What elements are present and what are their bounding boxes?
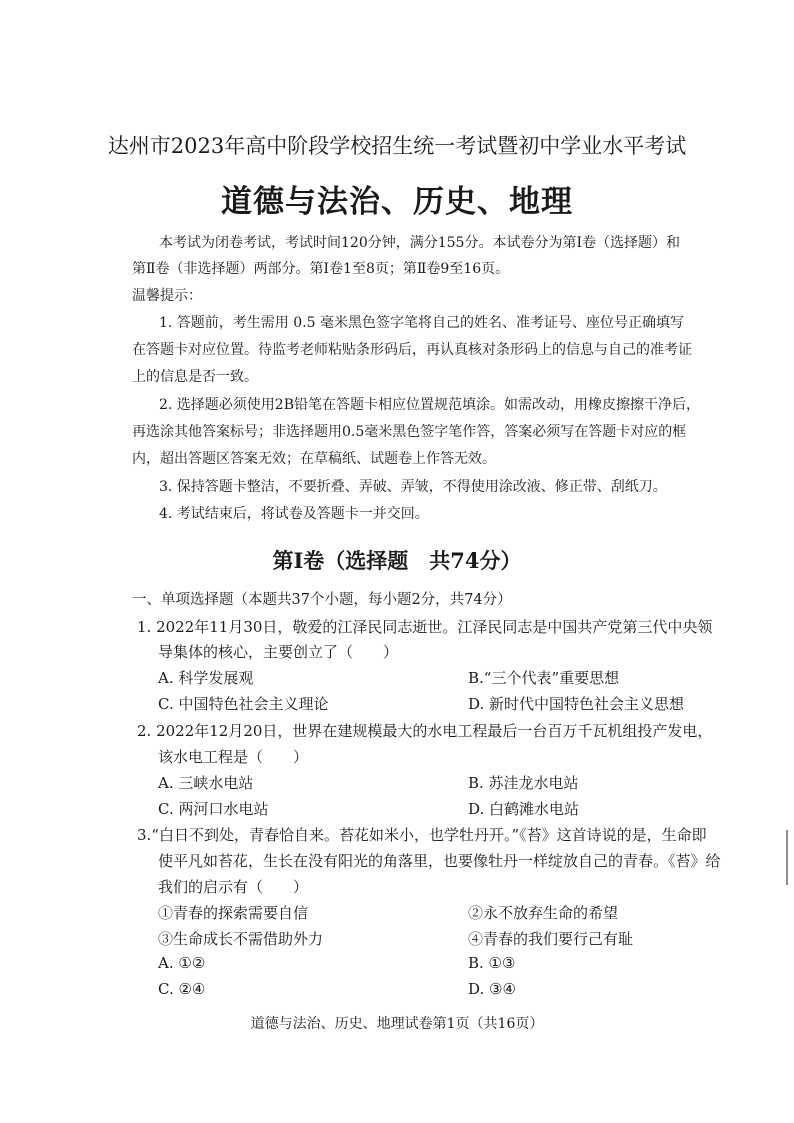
- question-1-option-a: A. 科学发展观: [158, 669, 254, 687]
- question-2-option-b: B. 苏洼龙水电站: [468, 774, 579, 792]
- tip-1-line-3: 上的信息是否一致。: [132, 369, 258, 385]
- exam-supertitle: 达州市2023年高中阶段学校招生统一考试暨初中学业水平考试: [107, 134, 687, 158]
- question-2-option-a: A. 三峡水电站: [158, 774, 254, 792]
- question-3-statement-4: ④青春的我们要行己有耻: [468, 930, 634, 948]
- question-1-option-c: C. 中国特色社会主义理论: [158, 695, 329, 713]
- intro-line-1: 本考试为闭卷考试，考试时间120分钟，满分155分。本试卷分为第Ⅰ卷（选择题）和: [159, 235, 680, 251]
- tip-2-line-1: 2. 选择题必须使用2B铅笔在答题卡相应位置规范填涂。如需改动，用橡皮擦擦干净后，: [159, 397, 701, 413]
- tip-1-line-1: 1. 答题前，考生需用 0.5 毫米黑色签字笔将自己的姓名、准考证号、座位号正确填写: [159, 315, 684, 331]
- question-2-option-c: C. 两河口水电站: [158, 800, 269, 818]
- question-3-statement-1: ①青春的探索需要自信: [158, 904, 309, 922]
- question-1-option-b: B.“三个代表”重要思想: [468, 669, 620, 687]
- question-3-option-a: A. ①②: [158, 954, 206, 972]
- question-2-option-d: D. 白鹤滩水电站: [468, 800, 580, 818]
- tip-3: 3. 保持答题卡整洁，不要折叠、弄破、弄皱，不得使用涂改液、修正带、刮纸刀。: [159, 479, 667, 495]
- question-3-option-b: B. ①③: [468, 954, 516, 972]
- question-1-option-d: D. 新时代中国特色社会主义思想: [468, 695, 685, 713]
- question-3-option-c: C. ②④: [158, 980, 206, 998]
- question-3-option-d: D. ③④: [468, 980, 516, 998]
- exam-title: 道德与法治、历史、地理: [221, 184, 573, 220]
- question-2-line-2: 该水电工程是（ ）: [158, 748, 309, 766]
- tip-4: 4. 考试结束后，将试卷及答题卡一并交回。: [159, 506, 429, 522]
- question-3-line-3: 我们的启示有（ ）: [158, 878, 309, 896]
- page-footer: 道德与法治、历史、地理试卷第1页（共16页）: [250, 1016, 544, 1032]
- question-3-line-2: 使平凡如苔花，生长在没有阳光的角落里，也要像牡丹一样绽放自己的青春。《苔》给: [158, 852, 721, 870]
- scan-edge-mark: [786, 830, 788, 885]
- question-3-line-1: 3.“白日不到处，青春恰自来。苔花如米小，也学牡丹开。”《苔》这首诗说的是，生命即: [137, 826, 707, 844]
- question-1-line-2: 导集体的核心，主要创立了（ ）: [158, 643, 399, 661]
- question-2-line-1: 2. 2022年12月20日，世界在建规模最大的水电工程最后一台百万千瓦机组投产发电，: [137, 722, 713, 740]
- tip-2-line-2: 再选涂其他答案标号；非选择题用0.5毫米黑色签字笔作答，答案必须写在答题卡对应的框: [132, 424, 687, 440]
- part-heading: 一、单项选择题（本题共37个小题，每小题2分，共74分）: [132, 592, 512, 608]
- intro-line-2: 第Ⅱ卷（非选择题）两部分。第Ⅰ卷1至8页；第Ⅱ卷9至16页。: [132, 261, 510, 277]
- tip-1-line-2: 在答题卡对应位置。待监考老师粘贴条形码后，再认真核对条形码上的信息与自己的准考证: [132, 342, 692, 358]
- question-3-statement-3: ③生命成长不需借助外力: [158, 930, 324, 948]
- tips-heading: 温馨提示：: [132, 288, 202, 304]
- question-1-line-1: 1. 2022年11月30日，敬爱的江泽民同志逝世。江泽民同志是中国共产党第三代中央领: [137, 618, 713, 636]
- section-title: 第Ⅰ卷（选择题 共74分）: [272, 548, 522, 573]
- question-3-statement-2: ②永不放弃生命的希望: [468, 904, 619, 922]
- tip-2-line-3: 内，超出答题区答案无效；在草稿纸、试题卷上作答无效。: [132, 451, 496, 467]
